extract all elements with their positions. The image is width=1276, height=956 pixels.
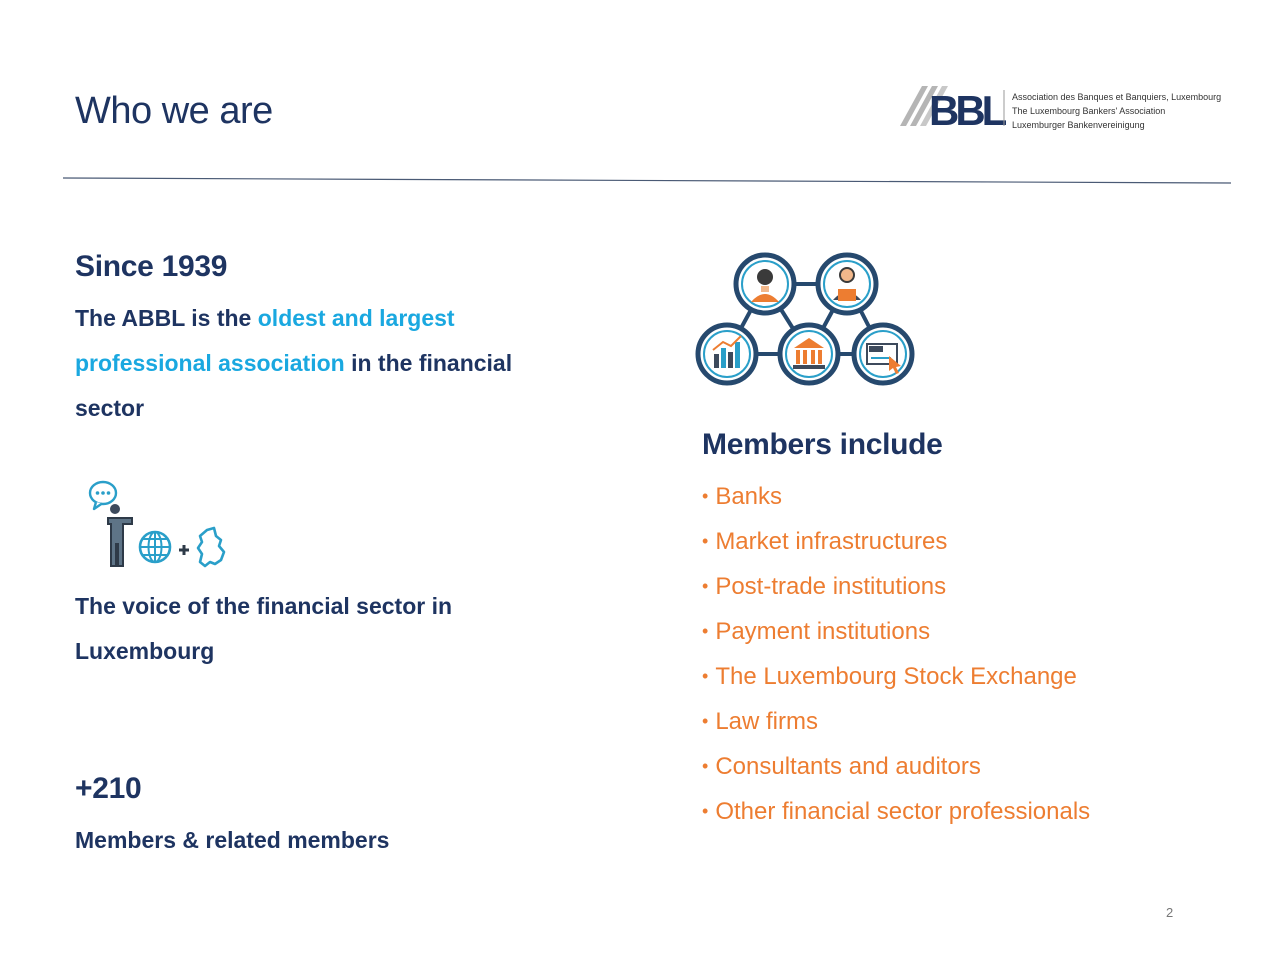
payment-node-icon bbox=[854, 325, 912, 383]
member-type: Other financial sector professionals bbox=[715, 798, 1091, 825]
bullet-icon: • bbox=[702, 621, 709, 641]
list-item bbox=[702, 564, 1090, 609]
plus-icon bbox=[179, 545, 189, 555]
logo-caption bbox=[1012, 90, 1221, 132]
member-type: Payment institutions bbox=[715, 618, 931, 645]
laptop-user-node-icon bbox=[818, 255, 876, 313]
since-highlight: oldest and largest professional association bbox=[75, 305, 455, 376]
bullet-icon: • bbox=[702, 666, 709, 686]
member-count-label: Members & related members bbox=[75, 827, 390, 853]
logo-line: The Luxembourg Bankers' Association bbox=[1012, 106, 1166, 116]
list-item bbox=[702, 654, 1090, 699]
member-type: Consultants and auditors bbox=[715, 753, 981, 780]
advisor-node-icon bbox=[736, 255, 794, 313]
members-list bbox=[702, 474, 1090, 834]
since-heading: Since 1939 bbox=[75, 250, 228, 283]
member-network-icon bbox=[693, 250, 929, 390]
member-type: Law firms bbox=[715, 708, 818, 735]
list-item bbox=[702, 744, 1090, 789]
members-heading: Members include bbox=[702, 428, 943, 461]
bullet-icon: • bbox=[702, 756, 709, 776]
member-count: +210 bbox=[75, 772, 142, 805]
list-item bbox=[702, 789, 1090, 834]
member-type: Post-trade institutions bbox=[715, 573, 947, 600]
svg-text:BBL: BBL bbox=[929, 87, 1004, 132]
globe-icon bbox=[140, 532, 170, 562]
bullet-icon: • bbox=[702, 531, 709, 551]
bullet-icon: • bbox=[702, 801, 709, 821]
page-number: 2 bbox=[1166, 905, 1174, 920]
bank-node-icon bbox=[780, 325, 838, 383]
member-type: Market infrastructures bbox=[715, 528, 948, 555]
list-item bbox=[702, 699, 1090, 744]
luxembourg-map-icon bbox=[198, 528, 224, 566]
logo-line: Association des Banques et Banquiers, Luxembourg bbox=[1012, 92, 1222, 102]
bullet-icon: • bbox=[702, 576, 709, 596]
list-item bbox=[702, 519, 1090, 564]
member-type: The Luxembourg Stock Exchange bbox=[715, 663, 1077, 690]
bullet-icon: • bbox=[702, 486, 709, 506]
since-description bbox=[75, 296, 565, 431]
list-item bbox=[702, 609, 1090, 654]
bullet-icon: • bbox=[702, 711, 709, 731]
member-type: Banks bbox=[715, 483, 783, 510]
title-divider bbox=[63, 177, 1231, 185]
logo-line: Luxemburger Bankenvereinigung bbox=[1012, 120, 1145, 130]
slide-title: Who we are bbox=[75, 90, 273, 132]
voice-text: The voice of the financial sector in Luxembourg bbox=[75, 593, 453, 664]
person-icon bbox=[108, 504, 132, 566]
since-text-before: The ABBL is the bbox=[75, 305, 258, 331]
chart-node-icon bbox=[698, 325, 756, 383]
spokesperson-globe-luxembourg-icon bbox=[84, 478, 229, 573]
list-item bbox=[702, 474, 1090, 519]
since-text-after: in the financial sector bbox=[75, 350, 513, 421]
